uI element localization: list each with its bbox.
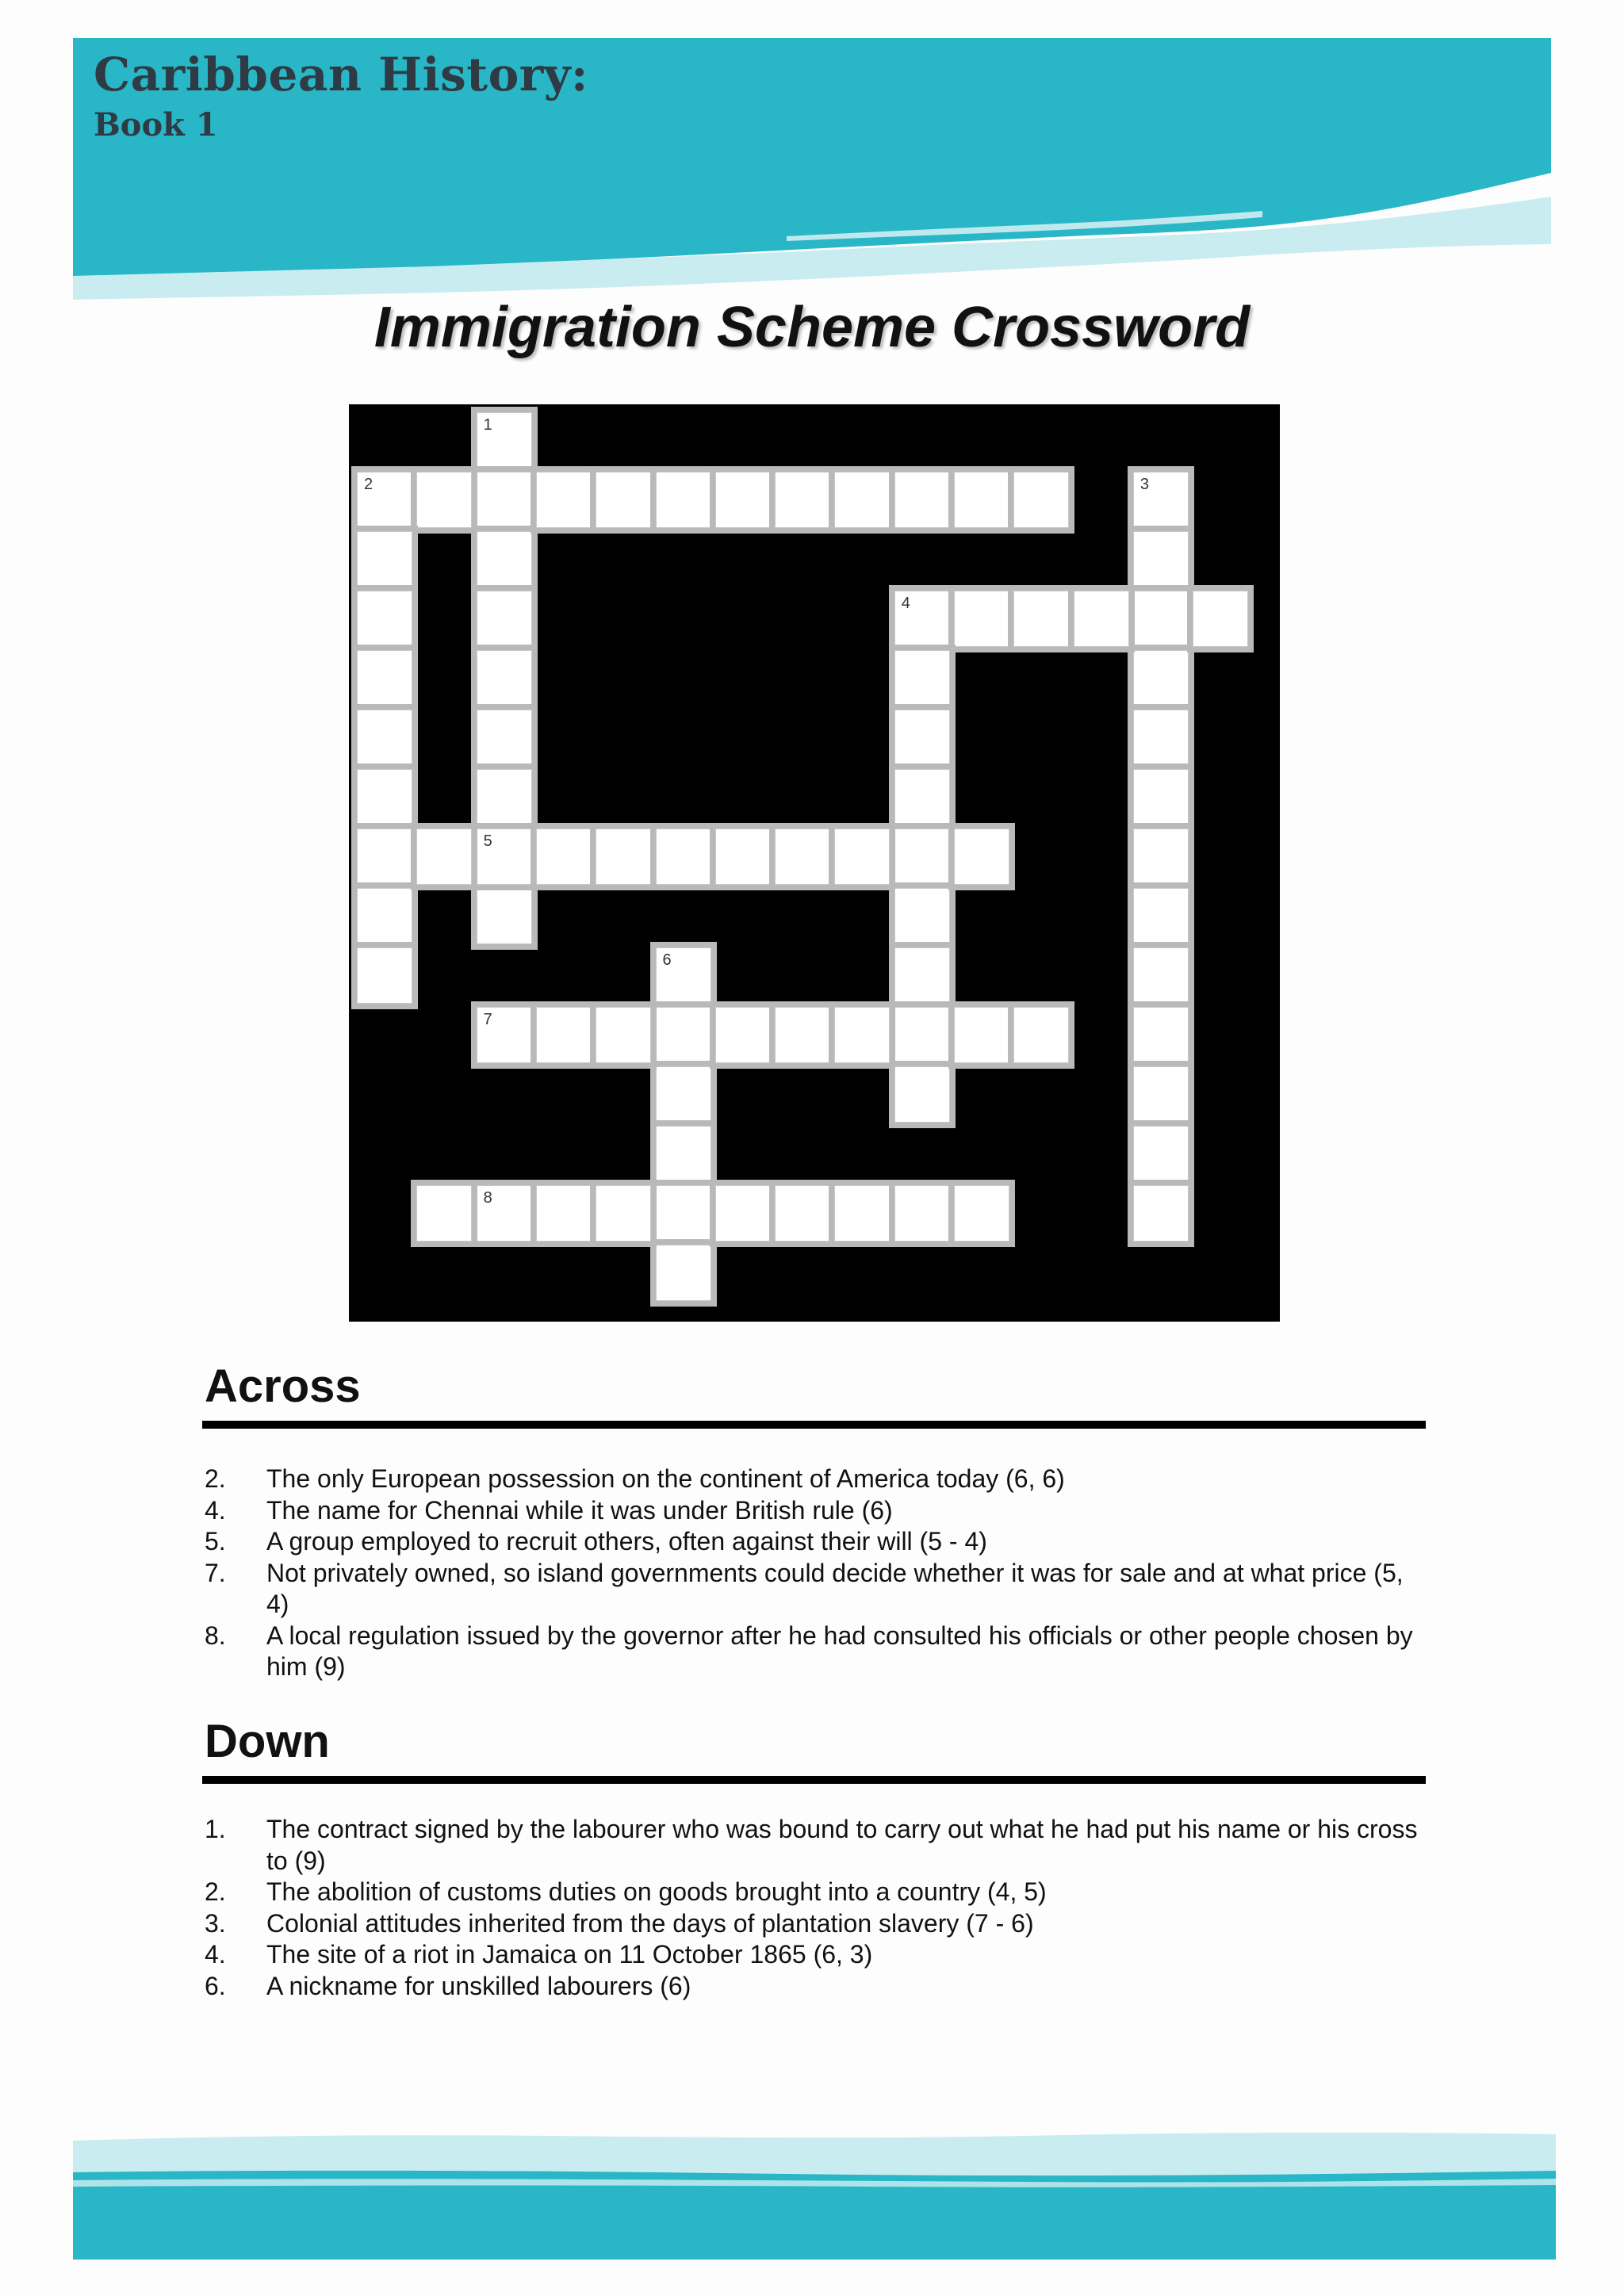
crossword-cell[interactable] bbox=[477, 710, 532, 766]
crossword-cell[interactable] bbox=[715, 1185, 771, 1242]
crossword-cell[interactable] bbox=[775, 1185, 830, 1242]
crossword-cell[interactable] bbox=[954, 1007, 1009, 1063]
crossword-cell[interactable] bbox=[477, 888, 532, 944]
crossword-grid bbox=[349, 404, 1280, 1322]
crossword-cell[interactable] bbox=[775, 1007, 830, 1063]
crossword-cell[interactable] bbox=[834, 828, 890, 885]
crossword-cell[interactable] bbox=[1074, 591, 1129, 647]
crossword-cell[interactable] bbox=[596, 1007, 651, 1063]
crossword-cell-2[interactable] bbox=[357, 472, 412, 528]
crossword-cell[interactable] bbox=[1013, 1007, 1069, 1063]
clue-number: 4. bbox=[205, 1495, 226, 1525]
crossword-cell[interactable] bbox=[1133, 650, 1189, 706]
crossword-cell[interactable] bbox=[1133, 1007, 1189, 1063]
crossword-cell[interactable] bbox=[416, 828, 472, 885]
clue-number-label: 1 bbox=[483, 416, 492, 434]
clue-text: A group employed to recruit others, often against their will (5 - 4) bbox=[266, 1527, 987, 1556]
banner-text bbox=[94, 49, 588, 144]
crossword-cell[interactable] bbox=[954, 591, 1009, 647]
crossword-cell[interactable] bbox=[715, 828, 771, 885]
crossword-cell[interactable] bbox=[536, 1185, 592, 1242]
crossword-cell[interactable] bbox=[596, 472, 651, 528]
down-clues bbox=[205, 1814, 1426, 2002]
crossword-cell[interactable] bbox=[1133, 769, 1189, 825]
crossword-cell[interactable] bbox=[1133, 888, 1189, 944]
crossword-cell[interactable] bbox=[834, 1185, 890, 1242]
crossword-cell[interactable] bbox=[894, 769, 950, 825]
across-rule bbox=[202, 1421, 1426, 1429]
crossword-cell[interactable] bbox=[834, 1007, 890, 1063]
crossword-cell[interactable] bbox=[894, 472, 950, 528]
crossword-cell[interactable] bbox=[1193, 591, 1248, 647]
crossword-cell[interactable] bbox=[894, 650, 950, 706]
clue-across-7 bbox=[205, 1558, 1426, 1621]
crossword-cell[interactable] bbox=[357, 769, 412, 825]
crossword-cell-7[interactable] bbox=[477, 1007, 532, 1063]
crossword-cell[interactable] bbox=[416, 472, 472, 528]
clue-number: 6. bbox=[205, 1971, 226, 2000]
crossword-cell[interactable] bbox=[357, 828, 412, 885]
page-title: Immigration Scheme Crossword bbox=[373, 296, 1251, 359]
crossword-cell[interactable] bbox=[477, 591, 532, 647]
clue-text: The abolition of customs duties on goods brought into a country (4, 5) bbox=[266, 1877, 1047, 1906]
crossword-cell[interactable] bbox=[536, 1007, 592, 1063]
down-rule bbox=[202, 1776, 1426, 1784]
crossword-cell[interactable] bbox=[894, 710, 950, 766]
crossword-cell[interactable] bbox=[1133, 828, 1189, 885]
clue-number: 7. bbox=[205, 1558, 226, 1587]
clue-down-2 bbox=[205, 1877, 1426, 1908]
clue-number-label: 6 bbox=[662, 951, 672, 969]
crossword-cell[interactable] bbox=[1133, 947, 1189, 1004]
clue-number: 2. bbox=[205, 1877, 226, 1906]
crossword-cell[interactable] bbox=[357, 710, 412, 766]
clue-across-5 bbox=[205, 1526, 1426, 1558]
crossword-cell-4[interactable] bbox=[894, 591, 950, 647]
crossword-cell[interactable] bbox=[656, 1126, 711, 1182]
footer-banner bbox=[73, 2125, 1556, 2260]
crossword-cell[interactable] bbox=[1013, 472, 1069, 528]
clue-text: A nickname for unskilled labourers (6) bbox=[266, 1971, 691, 2000]
crossword-cell[interactable] bbox=[1133, 1066, 1189, 1123]
banner-title: Caribbean History: bbox=[94, 48, 588, 101]
crossword-cell[interactable] bbox=[656, 1007, 711, 1063]
clue-number: 2. bbox=[205, 1464, 226, 1493]
crossword-cell[interactable] bbox=[477, 472, 532, 528]
down-heading: Down bbox=[205, 1716, 330, 1767]
crossword-cell[interactable] bbox=[357, 531, 412, 587]
clue-text: The only European possession on the continent of America today (6, 6) bbox=[266, 1464, 1065, 1493]
crossword-cell[interactable] bbox=[596, 1185, 651, 1242]
crossword-cell[interactable] bbox=[357, 888, 412, 944]
crossword-cell[interactable] bbox=[894, 888, 950, 944]
crossword-cell[interactable] bbox=[477, 769, 532, 825]
crossword-cell-3[interactable] bbox=[1133, 472, 1189, 528]
crossword-cell[interactable] bbox=[357, 591, 412, 647]
crossword-cell[interactable] bbox=[656, 828, 711, 885]
clue-across-2 bbox=[205, 1464, 1426, 1495]
crossword-cell[interactable] bbox=[954, 828, 1009, 885]
crossword-cell[interactable] bbox=[656, 1066, 711, 1123]
crossword-cell[interactable] bbox=[1133, 1126, 1189, 1182]
crossword-cell[interactable] bbox=[834, 472, 890, 528]
crossword-cell-5[interactable] bbox=[477, 828, 532, 885]
crossword-cell[interactable] bbox=[357, 650, 412, 706]
crossword-cell[interactable] bbox=[477, 531, 532, 587]
clue-number-label: 3 bbox=[1139, 476, 1150, 493]
clue-number-label: 7 bbox=[483, 1011, 492, 1028]
crossword-cell[interactable] bbox=[1133, 591, 1189, 647]
clue-number: 5. bbox=[205, 1527, 226, 1556]
clue-text: The site of a riot in Jamaica on 11 October 1865 (6, 3) bbox=[266, 1940, 873, 1969]
crossword-cell[interactable] bbox=[894, 828, 950, 885]
clue-down-1 bbox=[205, 1814, 1426, 1877]
crossword-cell[interactable] bbox=[775, 828, 830, 885]
crossword-cell[interactable] bbox=[596, 828, 651, 885]
crossword-cell[interactable] bbox=[715, 1007, 771, 1063]
clue-text: The name for Chennai while it was under British rule (6) bbox=[266, 1495, 893, 1525]
banner-subtitle: Book 1 bbox=[94, 106, 218, 144]
clue-down-6 bbox=[205, 1971, 1426, 2003]
crossword-cell[interactable] bbox=[536, 828, 592, 885]
crossword-cell[interactable] bbox=[416, 1185, 472, 1242]
clue-number: 3. bbox=[205, 1908, 226, 1938]
clue-number-label: 8 bbox=[483, 1189, 492, 1207]
crossword-cell[interactable] bbox=[715, 472, 771, 528]
crossword-cell[interactable] bbox=[1133, 710, 1189, 766]
clue-down-3 bbox=[205, 1908, 1426, 1940]
crossword-cell[interactable] bbox=[656, 472, 711, 528]
crossword-cell[interactable] bbox=[954, 472, 1009, 528]
clue-number-label: 5 bbox=[483, 832, 492, 850]
across-clues bbox=[205, 1464, 1426, 1683]
clue-number: 8. bbox=[205, 1621, 226, 1650]
crossword-cell[interactable] bbox=[1133, 1185, 1189, 1242]
clue-text: Not privately owned, so island governments could decide whether it was for sale and at what price (5, 4) bbox=[266, 1558, 1404, 1618]
crossword-cell-1[interactable] bbox=[477, 412, 532, 469]
clue-number-label: 4 bbox=[901, 595, 910, 612]
crossword-cell[interactable] bbox=[954, 1185, 1009, 1242]
crossword-cell-6[interactable] bbox=[656, 947, 711, 1004]
clue-down-4 bbox=[205, 1939, 1426, 1971]
clue-number-label: 2 bbox=[364, 476, 373, 493]
crossword-cell[interactable] bbox=[477, 650, 532, 706]
across-heading: Across bbox=[205, 1360, 361, 1412]
crossword-cell[interactable] bbox=[656, 1185, 711, 1242]
clue-across-4 bbox=[205, 1495, 1426, 1527]
crossword-cell[interactable] bbox=[536, 472, 592, 528]
crossword-cell-8[interactable] bbox=[477, 1185, 532, 1242]
crossword-cell[interactable] bbox=[775, 472, 830, 528]
crossword-cell[interactable] bbox=[894, 947, 950, 1004]
crossword-cell[interactable] bbox=[1013, 591, 1069, 647]
clue-text: Colonial attitudes inherited from the days of plantation slavery (7 - 6) bbox=[266, 1908, 1034, 1938]
clue-number: 1. bbox=[205, 1815, 226, 1843]
crossword-cell[interactable] bbox=[656, 1245, 711, 1301]
crossword-cell[interactable] bbox=[1133, 531, 1189, 587]
clue-number: 4. bbox=[205, 1940, 226, 1969]
crossword-cell[interactable] bbox=[894, 1066, 950, 1123]
clue-text: A local regulation issued by the governor after he had consulted his officials or other people chosen by him (9) bbox=[266, 1621, 1413, 1681]
clue-text: The contract signed by the labourer who was bound to carry out what he had put his name or his cross to (9) bbox=[266, 1815, 1418, 1875]
crossword-cell[interactable] bbox=[894, 1007, 950, 1063]
clue-across-8 bbox=[205, 1621, 1426, 1683]
crossword-cell[interactable] bbox=[357, 947, 412, 1004]
crossword-cell[interactable] bbox=[894, 1185, 950, 1242]
